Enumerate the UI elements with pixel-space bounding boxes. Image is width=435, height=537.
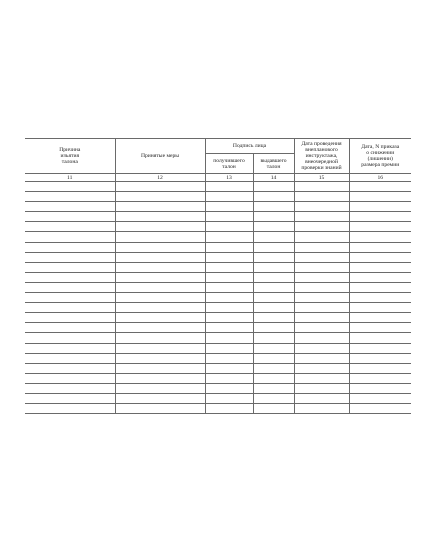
table-cell[interactable] — [25, 192, 115, 202]
header-reason-label: Причина изъятия талона — [59, 147, 81, 165]
table-cell[interactable] — [349, 373, 411, 383]
table-row — [25, 212, 411, 222]
table-cell[interactable] — [294, 212, 349, 222]
table-cell[interactable] — [25, 323, 115, 333]
table-cell[interactable] — [205, 202, 253, 212]
table-cell[interactable] — [349, 242, 411, 252]
table-cell[interactable] — [294, 363, 349, 373]
table-cell[interactable] — [25, 252, 115, 262]
table-cell[interactable] — [349, 303, 411, 313]
table-cell[interactable] — [205, 373, 253, 383]
table-cell[interactable] — [294, 333, 349, 343]
header-order-label: Дата, N приказа о снижении (лишении) размера премии — [361, 144, 400, 168]
table-row — [25, 222, 411, 232]
table-cell[interactable] — [115, 404, 205, 414]
table-cell[interactable] — [253, 383, 294, 393]
header-signature-issuer — [253, 154, 294, 174]
table-cell[interactable] — [294, 343, 349, 353]
table-cell[interactable] — [349, 323, 411, 333]
column-number-row — [25, 174, 411, 182]
table-cell[interactable] — [349, 343, 411, 353]
table-row — [25, 323, 411, 333]
table-cell[interactable] — [115, 333, 205, 343]
table-cell[interactable] — [25, 212, 115, 222]
table-cell[interactable] — [253, 343, 294, 353]
table-cell[interactable] — [115, 282, 205, 292]
table-cell[interactable] — [349, 293, 411, 303]
table-cell[interactable] — [253, 363, 294, 373]
table-row — [25, 303, 411, 313]
table-row — [25, 313, 411, 323]
register-table — [25, 138, 411, 414]
table-cell[interactable] — [205, 182, 253, 192]
table-cell[interactable] — [205, 252, 253, 262]
table-cell[interactable] — [294, 262, 349, 272]
table-row — [25, 404, 411, 414]
header-measures-label: Принятые меры — [140, 153, 180, 159]
table-cell[interactable] — [253, 222, 294, 232]
table-row — [25, 343, 411, 353]
table-cell[interactable] — [205, 333, 253, 343]
table-cell[interactable] — [294, 313, 349, 323]
header-signature-receiver — [205, 154, 253, 174]
table-cell[interactable] — [349, 393, 411, 403]
header-reason — [25, 139, 115, 174]
table-cell[interactable] — [253, 293, 294, 303]
table-cell[interactable] — [253, 272, 294, 282]
table-cell[interactable] — [253, 252, 294, 262]
table-cell[interactable] — [253, 182, 294, 192]
header-signature — [205, 139, 294, 154]
table-cell[interactable] — [253, 323, 294, 333]
table-cell[interactable] — [253, 232, 294, 242]
table-row — [25, 353, 411, 363]
table-cell[interactable] — [294, 232, 349, 242]
table-row — [25, 252, 411, 262]
table-row — [25, 232, 411, 242]
table-cell[interactable] — [25, 242, 115, 252]
table-cell[interactable] — [25, 353, 115, 363]
table-cell[interactable] — [253, 262, 294, 272]
table-cell[interactable] — [115, 313, 205, 323]
table-cell[interactable] — [349, 272, 411, 282]
table-cell[interactable] — [349, 222, 411, 232]
table-cell[interactable] — [115, 363, 205, 373]
table-cell[interactable] — [349, 313, 411, 323]
table-cell[interactable] — [25, 383, 115, 393]
table-cell[interactable] — [253, 282, 294, 292]
table-body — [25, 182, 411, 414]
table-cell[interactable] — [253, 404, 294, 414]
table-cell[interactable] — [205, 262, 253, 272]
table-row — [25, 282, 411, 292]
table-cell[interactable] — [25, 313, 115, 323]
table-cell[interactable] — [253, 313, 294, 323]
table-cell[interactable] — [253, 303, 294, 313]
table-cell[interactable] — [294, 222, 349, 232]
table-row — [25, 333, 411, 343]
table-cell[interactable] — [205, 363, 253, 373]
table-cell[interactable] — [25, 262, 115, 272]
table-cell[interactable] — [253, 242, 294, 252]
table-cell[interactable] — [205, 323, 253, 333]
table-cell[interactable] — [253, 333, 294, 343]
table-cell[interactable] — [205, 222, 253, 232]
table-cell[interactable] — [25, 293, 115, 303]
table-cell[interactable] — [294, 303, 349, 313]
table-cell[interactable] — [115, 303, 205, 313]
table-cell[interactable] — [294, 282, 349, 292]
table-cell[interactable] — [294, 202, 349, 212]
header-extraordinary — [294, 139, 349, 174]
table-cell[interactable] — [253, 202, 294, 212]
table-cell[interactable] — [205, 232, 253, 242]
table-cell[interactable] — [205, 282, 253, 292]
table-cell[interactable] — [294, 323, 349, 333]
table-row — [25, 293, 411, 303]
table-cell[interactable] — [349, 363, 411, 373]
table-cell[interactable] — [294, 353, 349, 363]
table-cell[interactable] — [294, 293, 349, 303]
table-cell[interactable] — [115, 212, 205, 222]
form-sheet — [25, 138, 411, 414]
table-cell[interactable] — [205, 272, 253, 282]
table-cell[interactable] — [115, 293, 205, 303]
table-row — [25, 373, 411, 383]
table-cell[interactable] — [115, 222, 205, 232]
table-cell[interactable] — [115, 353, 205, 363]
table-cell[interactable] — [25, 363, 115, 373]
table-cell[interactable] — [115, 252, 205, 262]
table-cell[interactable] — [25, 404, 115, 414]
table-cell[interactable] — [205, 303, 253, 313]
table-row — [25, 393, 411, 403]
column-number: 14 — [253, 174, 294, 182]
table-cell[interactable] — [115, 393, 205, 403]
table-row — [25, 182, 411, 192]
table-row — [25, 262, 411, 272]
table-cell[interactable] — [25, 182, 115, 192]
table-cell[interactable] — [294, 404, 349, 414]
table-row — [25, 363, 411, 373]
header-signature-label: Подпись лица — [232, 143, 267, 149]
table-cell[interactable] — [253, 393, 294, 403]
table-cell[interactable] — [115, 373, 205, 383]
table-cell[interactable] — [25, 202, 115, 212]
table-cell[interactable] — [205, 212, 253, 222]
table-cell[interactable] — [205, 242, 253, 252]
table-cell[interactable] — [253, 192, 294, 202]
table-cell[interactable] — [349, 212, 411, 222]
table-cell[interactable] — [115, 232, 205, 242]
table-cell[interactable] — [349, 353, 411, 363]
table-cell[interactable] — [205, 393, 253, 403]
table-cell[interactable] — [115, 323, 205, 333]
header-measures — [115, 139, 205, 174]
table-cell[interactable] — [115, 202, 205, 212]
table-cell[interactable] — [349, 252, 411, 262]
table-cell[interactable] — [253, 212, 294, 222]
table-cell[interactable] — [115, 192, 205, 202]
table-cell[interactable] — [205, 313, 253, 323]
table-cell[interactable] — [349, 232, 411, 242]
table-cell[interactable] — [294, 192, 349, 202]
table-cell[interactable] — [115, 242, 205, 252]
table-cell[interactable] — [349, 333, 411, 343]
table-cell[interactable] — [294, 182, 349, 192]
table-cell[interactable] — [115, 262, 205, 272]
table-row — [25, 272, 411, 282]
table-row — [25, 242, 411, 252]
table-cell[interactable] — [349, 192, 411, 202]
table-cell[interactable] — [349, 383, 411, 393]
table-cell[interactable] — [349, 262, 411, 272]
column-number: 11 — [25, 174, 115, 182]
column-number: 15 — [294, 174, 349, 182]
column-number: 12 — [115, 174, 205, 182]
table-cell[interactable] — [205, 404, 253, 414]
table-cell[interactable] — [349, 404, 411, 414]
column-number: 13 — [205, 174, 253, 182]
table-row — [25, 192, 411, 202]
table-cell[interactable] — [205, 353, 253, 363]
table-cell[interactable] — [253, 353, 294, 363]
table-cell[interactable] — [294, 272, 349, 282]
table-cell[interactable] — [294, 383, 349, 393]
header-signature-receiver-label: получившего талон — [213, 157, 245, 170]
table-cell[interactable] — [115, 182, 205, 192]
table-cell[interactable] — [25, 282, 115, 292]
table-cell[interactable] — [25, 343, 115, 353]
table-cell[interactable] — [349, 202, 411, 212]
table-row — [25, 202, 411, 212]
table-cell[interactable] — [25, 333, 115, 343]
column-number: 16 — [349, 174, 411, 182]
table-cell[interactable] — [205, 192, 253, 202]
header-order — [349, 139, 411, 174]
table-cell[interactable] — [349, 282, 411, 292]
table-cell[interactable] — [205, 293, 253, 303]
table-cell[interactable] — [25, 393, 115, 403]
table-cell[interactable] — [294, 252, 349, 262]
table-cell[interactable] — [294, 393, 349, 403]
table-cell[interactable] — [25, 272, 115, 282]
table-cell[interactable] — [115, 383, 205, 393]
table-cell[interactable] — [349, 182, 411, 192]
table-cell[interactable] — [205, 343, 253, 353]
table-cell[interactable] — [25, 303, 115, 313]
table-cell[interactable] — [294, 373, 349, 383]
table-row — [25, 383, 411, 393]
table-cell[interactable] — [253, 373, 294, 383]
table-cell[interactable] — [115, 272, 205, 282]
table-cell[interactable] — [25, 222, 115, 232]
table-cell[interactable] — [294, 242, 349, 252]
table-cell[interactable] — [25, 373, 115, 383]
table-cell[interactable] — [205, 383, 253, 393]
table-cell[interactable] — [25, 232, 115, 242]
table-cell[interactable] — [115, 343, 205, 353]
header-extraordinary-label: Дата проведения внепланового инструктажа, внеочередной проверки знаний — [301, 141, 342, 171]
header-signature-issuer-label: выдавшего талон — [260, 157, 287, 170]
